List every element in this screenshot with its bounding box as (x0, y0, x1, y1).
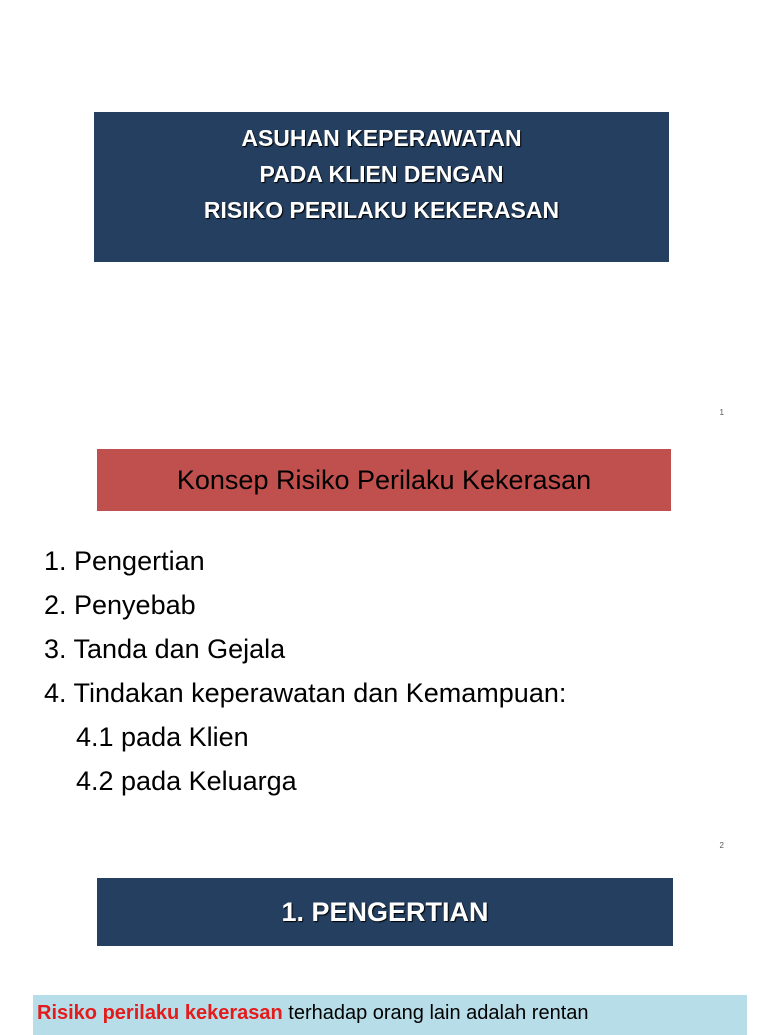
slide-3-title: 1. PENGERTIAN (97, 878, 673, 946)
slide-2-number: 2 (719, 841, 724, 850)
outline-item-tanda-gejala: 3. Tanda dan Gejala (44, 634, 286, 664)
slide-1-title-line-1: ASUHAN KEPERAWATAN (241, 125, 522, 151)
slide-1-title-box (94, 112, 669, 262)
slide-2-title: Konsep Risiko Perilaku Kekerasan (97, 449, 671, 511)
outline-subitem-keluarga: 4.2 pada Keluarga (76, 766, 297, 796)
definition-highlight: Risiko perilaku kekerasan (37, 1002, 283, 1024)
slide-1-title-line-3: RISIKO PERILAKU KEKERASAN (203, 197, 560, 223)
outline-list (44, 539, 566, 803)
definition-box (33, 995, 747, 1035)
outline-item-tindakan: 4. Tindakan keperawatan dan Kemampuan: (44, 678, 567, 708)
slide-3 (0, 864, 768, 1024)
outline-subitem-klien: 4.1 pada Klien (76, 722, 249, 752)
slide-1-number: 1 (719, 408, 724, 417)
outline-item-penyebab: 2. Penyebab (44, 590, 196, 620)
definition-text: terhadap orang lain adalah rentan (282, 1002, 589, 1024)
slide-1-title-line-2: PADA KLIEN DENGAN (259, 161, 504, 187)
outline-item-pengertian: 1. Pengertian (44, 546, 205, 576)
slide-1 (0, 0, 768, 432)
slide-2 (0, 432, 768, 864)
